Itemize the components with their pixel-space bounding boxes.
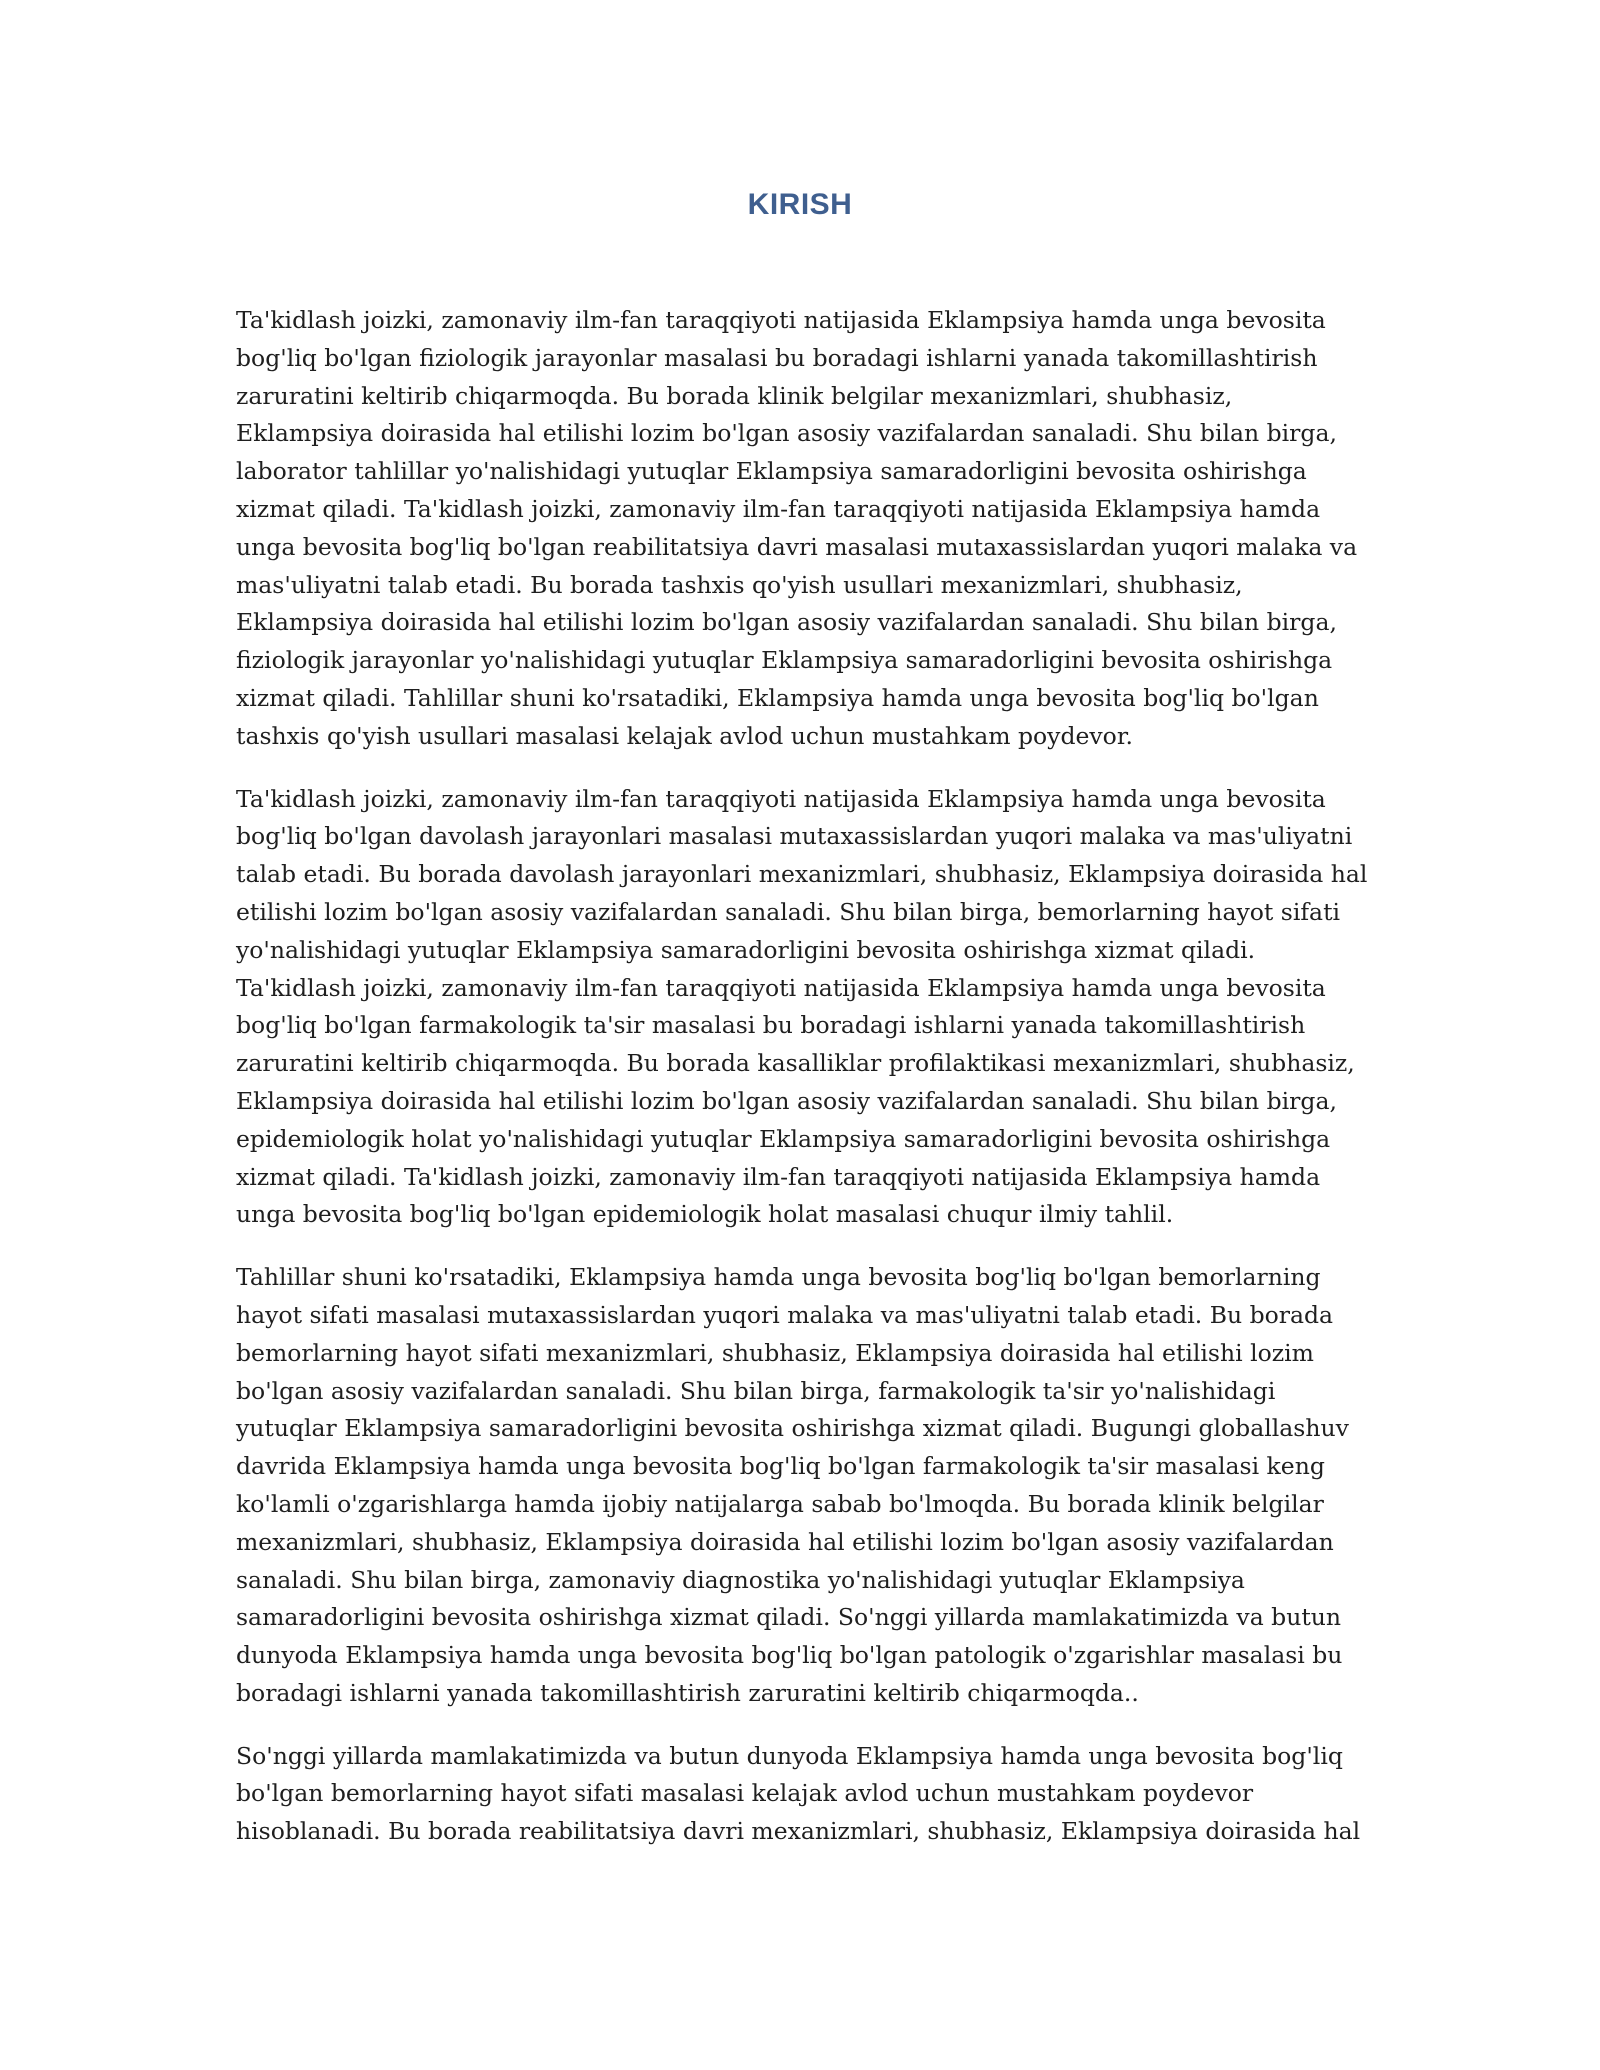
page-title: KIRISH bbox=[747, 188, 853, 221]
paragraph: Ta'kidlash joizki, zamonaviy ilm-fan taraqqiyoti natijasida Eklampsiya hamda unga bevosita bog'liq bo'lgan fiziologik jarayonlar masalasi bu boradagi ishlarni yanada takomillashtirish zaruratini keltirib chiqarmoqda. Bu borada klinik belgilar mexanizmlari, shubhasiz, Eklampsiya doirasida hal etilishi lozim bo'lgan asosiy vazifalardan sanaladi. Shu bilan birga, laborator tahlillar yo'nalishidagi yutuqlar Eklampsiya samaradorligini bevosita oshirishga xizmat qiladi. Ta'kidlash joizki, zamonaviy ilm-fan taraqqiyoti natijasida Eklampsiya hamda unga bevosita bog'liq bo'lgan reabilitatsiya davri masalasi mutaxassislardan yuqori malaka va mas'uliyatni talab etadi. Bu borada tashxis qo'yish usullari mexanizmlari, shubhasiz, Eklampsiya doirasida hal etilishi lozim bo'lgan asosiy vazifalardan sanaladi. Shu bilan birga, fiziologik jarayonlar yo'nalishidagi yutuqlar Eklampsiya samaradorligini bevosita oshirishga xizmat qiladi. Tahlillar shuni ko'rsatadiki, Eklampsiya hamda unga bevosita bog'liq bo'lgan tashxis qo'yish usullari masalasi kelajak avlod uchun mustahkam poydevor. bbox=[236, 306, 1358, 750]
paragraph: Tahlillar shuni ko'rsatadiki, Eklampsiya hamda unga bevosita bog'liq bo'lgan bemorlarning hayot sifati masalasi mutaxassislardan yuqori malaka va mas'uliyatni talab etadi. Bu borada bemorlarning hayot sifati mexanizmlari, shubhasiz, Eklampsiya doirasida hal etilishi lozim bo'lgan asosiy vazifalardan sanaladi. Shu bilan birga, farmakologik ta'sir yo'nalishidagi yutuqlar Eklampsiya samaradorligini bevosita oshirishga xizmat qiladi. Bugungi globallashuv davrida Eklampsiya hamda unga bevosita bog'liq bo'lgan farmakologik ta'sir masalasi keng ko'lamli o'zgarishlarga hamda ijobiy natijalarga sabab bo'lmoqda. Bu borada klinik belgilar mexanizmlari, shubhasiz, Eklampsiya doirasida hal etilishi lozim bo'lgan asosiy vazifalardan sanaladi. Shu bilan birga, zamonaviy diagnostika yo'nalishidagi yutuqlar Eklampsiya samaradorligini bevosita oshirishga xizmat qiladi. So'nggi yillarda mamlakatimizda va butun dunyoda Eklampsiya hamda unga bevosita bog'liq bo'lgan patologik o'zgarishlar masalasi bu boradagi ishlarni yanada takomillashtirish zaruratini keltirib chiqarmoqda.. bbox=[236, 1263, 1349, 1707]
document-body bbox=[236, 302, 1371, 1876]
paragraph: Ta'kidlash joizki, zamonaviy ilm-fan taraqqiyoti natijasida Eklampsiya hamda unga bevosita bog'liq bo'lgan davolash jarayonlari masalasi mutaxassislardan yuqori malaka va mas'uliyatni talab etadi. Bu borada davolash jarayonlari mexanizmlari, shubhasiz, Eklampsiya doirasida hal etilishi lozim bo'lgan asosiy vazifalardan sanaladi. Shu bilan birga, bemorlarning hayot sifati yo'nalishidagi yutuqlar Eklampsiya samaradorligini bevosita oshirishga xizmat qiladi. Ta'kidlash joizki, zamonaviy ilm-fan taraqqiyoti natijasida Eklampsiya hamda unga bevosita bog'liq bo'lgan farmakologik ta'sir masalasi bu boradagi ishlarni yanada takomillashtirish zaruratini keltirib chiqarmoqda. Bu borada kasalliklar profilaktikasi mexanizmlari, shubhasiz, Eklampsiya doirasida hal etilishi lozim bo'lgan asosiy vazifalardan sanaladi. Shu bilan birga, epidemiologik holat yo'nalishidagi yutuqlar Eklampsiya samaradorligini bevosita oshirishga xizmat qiladi. Ta'kidlash joizki, zamonaviy ilm-fan taraqqiyoti natijasida Eklampsiya hamda unga bevosita bog'liq bo'lgan epidemiologik holat masalasi chuqur ilmiy tahlil. bbox=[236, 784, 1368, 1229]
paragraph: So'nggi yillarda mamlakatimizda va butun dunyoda Eklampsiya hamda unga bevosita bog'liq bo'lgan bemorlarning hayot sifati masalasi kelajak avlod uchun mustahkam poydevor hisoblanadi. Bu borada reabilitatsiya davri mexanizmlari, shubhasiz, Eklampsiya doirasida hal bbox=[236, 1741, 1361, 1846]
